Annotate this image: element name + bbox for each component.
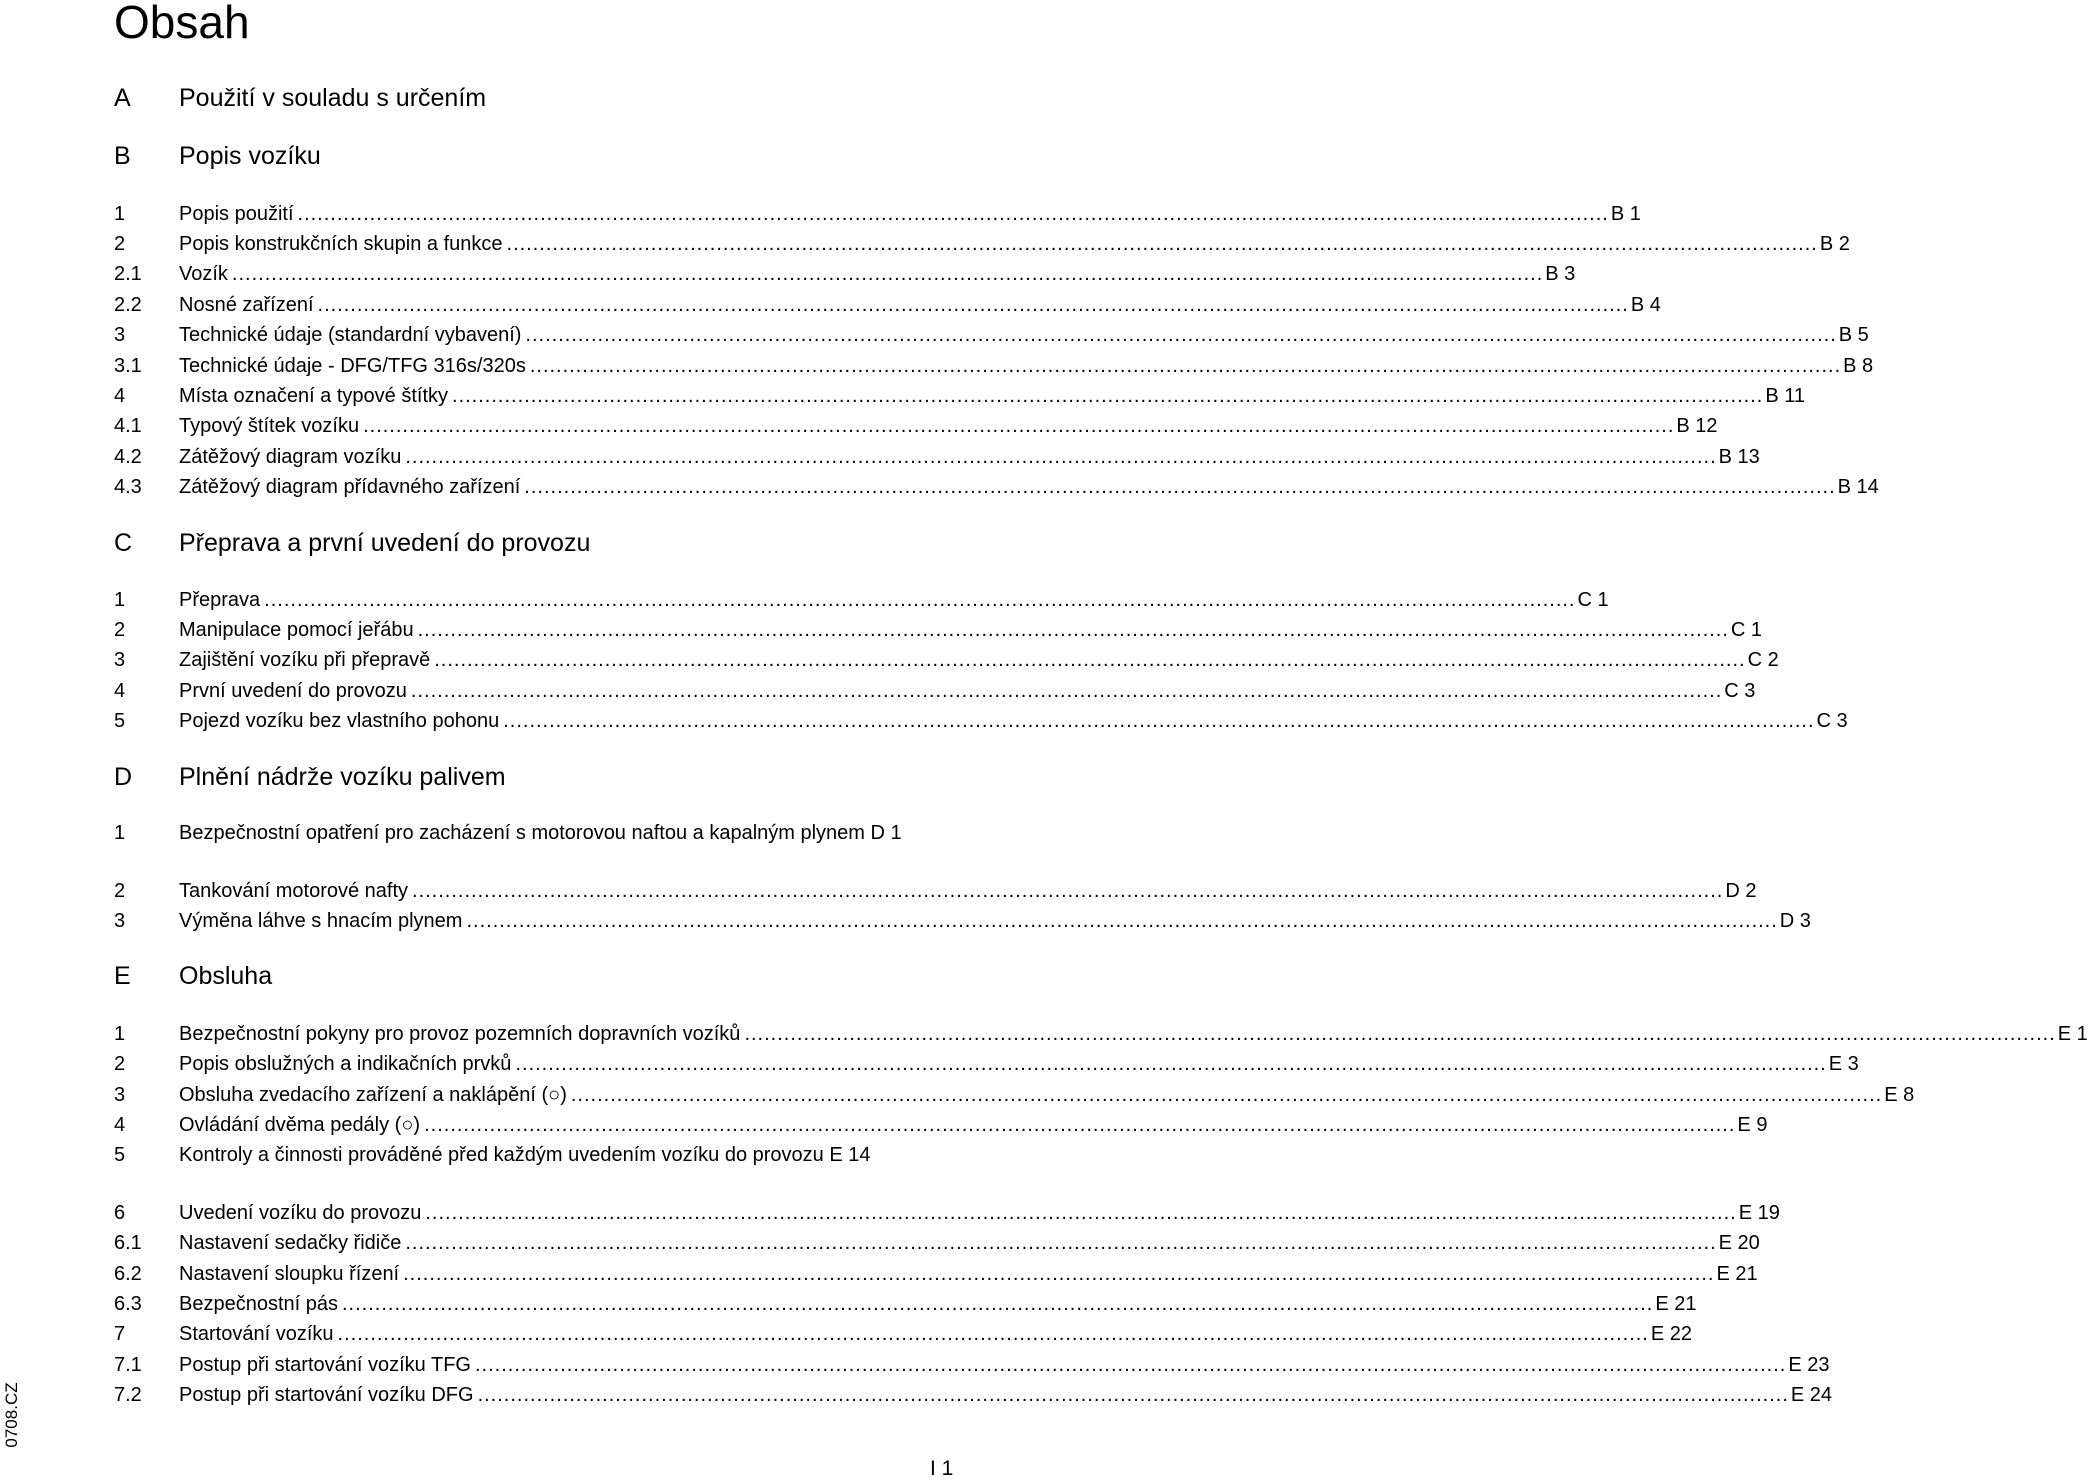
entry-title: Technické údaje - DFG/TFG 316s/320s xyxy=(179,355,526,377)
dot-leader: ........................................................................................................................................................................................................ xyxy=(744,1023,2056,1045)
entry-page: E 24 xyxy=(1790,1384,1833,1406)
entry-page: E 23 xyxy=(1788,1354,1830,1376)
dot-leader: ........................................................................................................................................................................................................ xyxy=(403,1263,1715,1285)
entry-title: Postup při startování vozíku TFG xyxy=(179,1354,471,1376)
entry-title: Nastavení sedačky řidiče xyxy=(179,1232,402,1254)
entry-title: Postup při startování vozíku DFG xyxy=(179,1384,474,1406)
entry-page: E 22 xyxy=(1650,1323,1693,1345)
entry-page: E 21 xyxy=(1716,1263,1758,1285)
entry-body xyxy=(179,352,1874,380)
entry-body xyxy=(179,382,1806,410)
entry-number: 2 xyxy=(114,233,126,255)
dot-leader: ........................................................................................................................................................................................................ xyxy=(524,476,1836,498)
entry-title: Popis konstrukčních skupin a funkce xyxy=(179,233,503,255)
entry-number: 3.1 xyxy=(114,355,142,377)
entry-page: B 2 xyxy=(1819,233,1850,255)
entry-page: C 3 xyxy=(1724,680,1756,702)
dot-leader: ........................................................................................................................................................................................................ xyxy=(503,710,1815,732)
toc-entry[interactable] xyxy=(114,646,1779,674)
entry-body xyxy=(179,1320,1693,1348)
entry-number: 4.1 xyxy=(114,415,142,437)
entry-page: C 1 xyxy=(1730,619,1763,641)
entry-title: Přeprava xyxy=(179,589,261,611)
dot-leader: ........................................................................................................................................................................................................ xyxy=(337,1323,1649,1345)
entry-page: B 3 xyxy=(1545,263,1576,285)
toc-entry[interactable] xyxy=(114,1199,1780,1227)
entry-page: E 8 xyxy=(1884,1084,1915,1106)
entry-title: Ovládání dvěma pedály (○) xyxy=(179,1114,421,1136)
entry-body xyxy=(179,321,1869,349)
entry-page: E 20 xyxy=(1718,1232,1760,1254)
entry-body xyxy=(179,1111,1768,1139)
toc-entry[interactable] xyxy=(114,907,1811,935)
entry-number: 3 xyxy=(114,1084,126,1106)
toc-entry[interactable] xyxy=(114,707,1848,735)
entry-body xyxy=(179,1351,1830,1379)
entry-title: Nastavení sloupku řízení xyxy=(179,1263,400,1285)
dot-leader: ........................................................................................................................................................................................................ xyxy=(515,1053,1827,1075)
entry-number: 2 xyxy=(114,619,126,641)
entry-body xyxy=(179,586,1609,614)
page-number: I 1 xyxy=(930,1457,954,1480)
section-letter: B xyxy=(114,142,131,170)
dot-leader: ........................................................................................................................................................................................................ xyxy=(297,203,1609,225)
entry-page: E 9 xyxy=(1737,1114,1768,1136)
entry-body xyxy=(179,1229,1760,1257)
toc-entry[interactable] xyxy=(114,677,1756,705)
dot-leader: ........................................................................................................................................................................................................ xyxy=(452,385,1764,407)
section-letter: E xyxy=(114,962,131,990)
entry-title: Nosné zařízení xyxy=(179,294,314,316)
entry-title: Technické údaje (standardní vybavení) xyxy=(179,324,522,346)
entry-page: E 3 xyxy=(1828,1053,1859,1075)
toc-entry[interactable] xyxy=(114,473,1879,501)
entry-page: B 12 xyxy=(1676,415,1718,437)
dot-leader: ........................................................................................................................................................................................................ xyxy=(231,263,1544,285)
entry-number: 6.3 xyxy=(114,1293,142,1315)
entry-number: 1 xyxy=(114,589,126,611)
entry-page: C 3 xyxy=(1816,710,1848,732)
entry-number: 5 xyxy=(114,1144,126,1166)
entry-number: 7.1 xyxy=(114,1354,142,1376)
entry-title: Uvedení vozíku do provozu xyxy=(179,1202,422,1224)
dot-leader: ........................................................................................................................................................................................................ xyxy=(405,1232,1717,1254)
entry-page: B 5 xyxy=(1838,324,1869,346)
dot-leader: ........................................................................................................................................................................................................ xyxy=(474,1354,1787,1376)
document-code xyxy=(0,1382,24,1448)
entry-title: Bezpečnostní pokyny pro provoz pozemních dopravních vozíků xyxy=(179,1023,741,1045)
toc-entry[interactable] xyxy=(114,1290,1697,1318)
toc-entry[interactable] xyxy=(114,1229,1760,1257)
entry-title: Typový štítek vozíku xyxy=(179,415,360,437)
entry-page: B 14 xyxy=(1837,476,1879,498)
entry-page: B 1 xyxy=(1610,203,1641,225)
entry-body xyxy=(179,1381,1833,1409)
entry-number: 5 xyxy=(114,710,126,732)
entry-body xyxy=(179,1141,956,1169)
entry-title: Zátěžový diagram přídavného zařízení xyxy=(179,476,521,498)
dot-leader: ........................................................................................................................................................................................................ xyxy=(570,1084,1883,1106)
toc-entry[interactable] xyxy=(114,200,1641,228)
toc-entry[interactable] xyxy=(114,260,1576,288)
entry-body xyxy=(179,1290,1697,1318)
toc-entry[interactable] xyxy=(114,1020,2088,1048)
entry-title: Startování vozíku xyxy=(179,1323,334,1345)
toc-entry[interactable] xyxy=(114,230,1850,258)
entry-body xyxy=(179,677,1756,705)
entry-number: 3 xyxy=(114,649,126,671)
entry-page: B 13 xyxy=(1718,446,1760,468)
entry-title: Bezpečnostní pás xyxy=(179,1293,338,1315)
entry-number: 4 xyxy=(114,1114,126,1136)
toc-entry[interactable] xyxy=(114,1320,1693,1348)
toc-entry[interactable] xyxy=(114,321,1869,349)
dot-leader: ........................................................................................................................................................................................................ xyxy=(417,619,1729,641)
entry-body xyxy=(179,443,1760,471)
toc-entry[interactable] xyxy=(114,819,926,877)
entry-number: 3 xyxy=(114,910,126,932)
entry-page: E 1 xyxy=(2057,1023,2088,1045)
entry-number: 6.2 xyxy=(114,1263,142,1285)
entry-number: 2 xyxy=(114,1053,126,1075)
entry-title: Zajištění vozíku při přepravě xyxy=(179,649,431,671)
toc-entry[interactable] xyxy=(114,1111,1768,1139)
entry-number: 2.1 xyxy=(114,263,142,285)
entry-title: Manipulace pomocí jeřábu xyxy=(179,619,414,641)
toc-entry[interactable] xyxy=(114,1381,1833,1409)
section-title: Obsluha xyxy=(179,962,273,990)
section-title: Použití v souladu s určením xyxy=(179,84,487,112)
entry-body xyxy=(179,473,1879,501)
entry-body xyxy=(179,1260,1758,1288)
entry-title: Výměna láhve s hnacím plynem xyxy=(179,910,463,932)
entry-number: 3 xyxy=(114,324,126,346)
entry-body xyxy=(179,707,1848,735)
section-letter: D xyxy=(114,763,133,791)
toc-entry[interactable] xyxy=(114,1141,926,1199)
entry-title: Tankování motorové nafty xyxy=(179,880,409,902)
entry-title: Vozík xyxy=(179,263,228,285)
section-title: Popis vozíku xyxy=(179,142,321,170)
entry-number: 6 xyxy=(114,1202,126,1224)
entry-body xyxy=(179,646,1779,674)
dot-leader: ........................................................................................................................................................................................................ xyxy=(410,680,1723,702)
section-letter: C xyxy=(114,529,133,557)
entry-number: 6.1 xyxy=(114,1232,142,1254)
dot-leader: ........................................................................................................................................................................................................ xyxy=(342,1293,1654,1315)
entry-body xyxy=(179,877,1757,905)
entry-number: 4 xyxy=(114,680,126,702)
dot-leader: ........................................................................................................................................................................................................ xyxy=(525,324,1837,346)
entry-number: 4.2 xyxy=(114,446,142,468)
entry-page: C 2 xyxy=(1747,649,1779,671)
dot-leader: ........................................................................................................................................................................................................ xyxy=(434,649,1746,671)
entry-body xyxy=(179,1199,1780,1227)
entry-page: B 4 xyxy=(1630,294,1661,316)
entry-title: Zátěžový diagram vozíku xyxy=(179,446,402,468)
toc-entry[interactable] xyxy=(114,877,1757,905)
entry-number: 1 xyxy=(114,1023,126,1045)
entry-page: E 19 xyxy=(1738,1202,1780,1224)
toc-entry[interactable] xyxy=(114,412,1718,440)
entry-title: Pojezd vozíku bez vlastního pohonu xyxy=(179,710,500,732)
page-title: Obsah xyxy=(114,0,250,48)
entry-number: 2 xyxy=(114,880,126,902)
entry-number: 1 xyxy=(114,203,126,225)
section-title: Plnění nádrže vozíku palivem xyxy=(179,763,506,791)
entry-number: 7 xyxy=(114,1323,126,1345)
entry-body xyxy=(179,1050,1859,1078)
toc-entry[interactable] xyxy=(114,1050,1859,1078)
entry-body xyxy=(179,291,1661,319)
entry-page: C 1 xyxy=(1577,589,1609,611)
toc-entry[interactable] xyxy=(114,443,1760,471)
entry-title: Kontroly a činnosti prováděné před každým uvedením vozíku do provozu E 14 xyxy=(179,1144,871,1166)
dot-leader: ........................................................................................................................................................................................................ xyxy=(363,415,1675,437)
entry-body xyxy=(179,1020,2088,1048)
dot-leader: ........................................................................................................................................................................................................ xyxy=(264,589,1576,611)
entry-title: Popis obslužných a indikačních prvků xyxy=(179,1053,512,1075)
toc-entry[interactable] xyxy=(114,616,1763,644)
entry-page: B 11 xyxy=(1765,385,1806,407)
dot-leader: ........................................................................................................................................................................................................ xyxy=(506,233,1818,255)
entry-title: První uvedení do provozu xyxy=(179,680,407,702)
entry-title: Obsluha zvedacího zařízení a naklápění (○) xyxy=(179,1084,567,1106)
entry-body xyxy=(179,1081,1915,1109)
entry-body xyxy=(179,412,1718,440)
toc-entry[interactable] xyxy=(114,586,1609,614)
dot-leader: ........................................................................................................................................................................................................ xyxy=(424,1114,1736,1136)
dot-leader: ........................................................................................................................................................................................................ xyxy=(412,880,1724,902)
toc-entry[interactable] xyxy=(114,352,1874,380)
entry-body xyxy=(179,819,956,847)
entry-page: D 2 xyxy=(1725,880,1757,902)
entry-body xyxy=(179,616,1763,644)
toc-entry[interactable] xyxy=(114,1081,1915,1109)
entry-page: B 8 xyxy=(1843,355,1874,377)
section-letter: A xyxy=(114,84,131,112)
section-title: Přeprava a první uvedení do provozu xyxy=(179,529,591,557)
entry-number: 4.3 xyxy=(114,476,142,498)
entry-title: Bezpečnostní opatření pro zacházení s motorovou naftou a kapalným plynem D 1 xyxy=(179,822,902,844)
toc-entry[interactable] xyxy=(114,291,1661,319)
toc-entry[interactable] xyxy=(114,382,1806,410)
entry-number: 7.2 xyxy=(114,1384,142,1406)
entry-number: 4 xyxy=(114,385,126,407)
entry-page: D 3 xyxy=(1779,910,1811,932)
dot-leader: ........................................................................................................................................................................................................ xyxy=(405,446,1717,468)
dot-leader: ........................................................................................................................................................................................................ xyxy=(477,1384,1789,1406)
entry-body xyxy=(179,230,1850,258)
entry-title: Popis použití xyxy=(179,203,294,225)
dot-leader: ........................................................................................................................................................................................................ xyxy=(529,355,1842,377)
entry-number: 2.2 xyxy=(114,294,142,316)
entry-body xyxy=(179,200,1641,228)
dot-leader: ........................................................................................................................................................................................................ xyxy=(317,294,1629,316)
document-code-text: 0708.CZ xyxy=(2,1382,21,1448)
dot-leader: ........................................................................................................................................................................................................ xyxy=(466,910,1778,932)
toc-entry[interactable] xyxy=(114,1351,1830,1379)
entry-title: Místa označení a typové štítky xyxy=(179,385,449,407)
entry-body xyxy=(179,260,1576,288)
entry-page: E 21 xyxy=(1655,1293,1697,1315)
dot-leader: ........................................................................................................................................................................................................ xyxy=(425,1202,1737,1224)
entry-body xyxy=(179,907,1811,935)
toc-entry[interactable] xyxy=(114,1260,1758,1288)
entry-number: 1 xyxy=(114,822,126,844)
